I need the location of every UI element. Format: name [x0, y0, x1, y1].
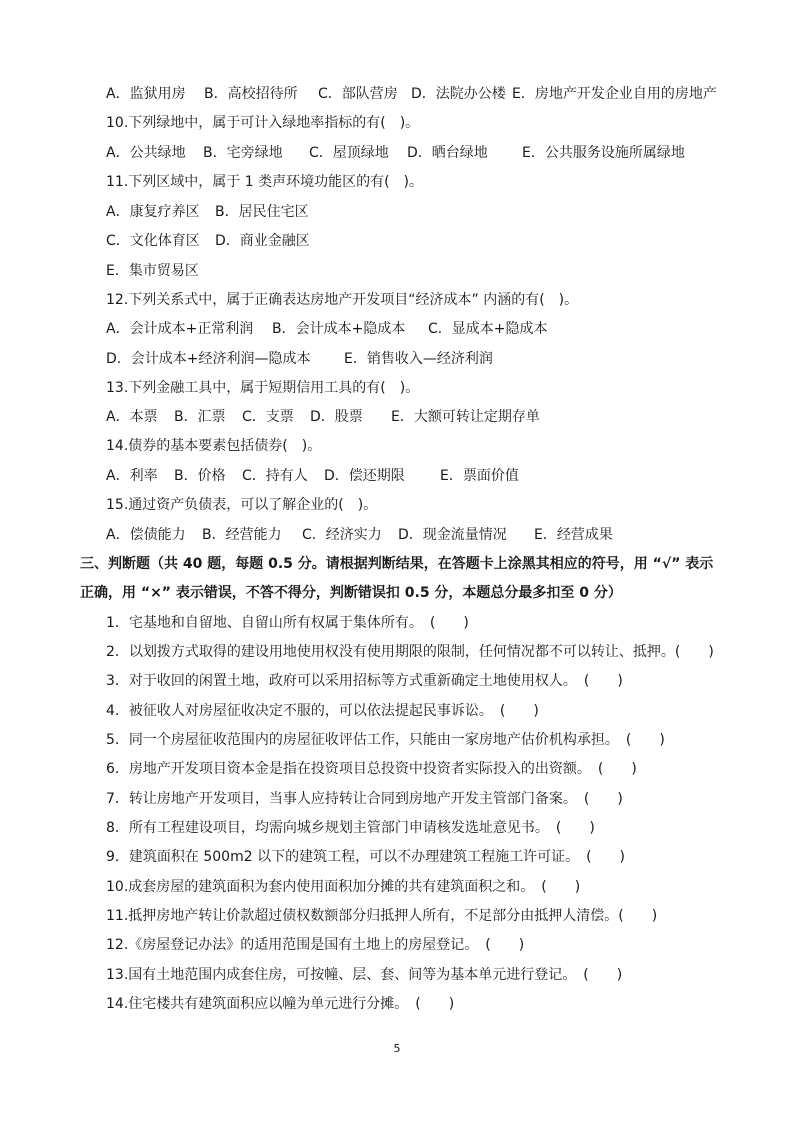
- question-stem: 13.下列金融工具中，属于短期信用工具的有( )。: [106, 380, 420, 396]
- judgment-item: 9．建筑面积在 500m2 以下的建筑工程，可以不办理建筑工程施工许可证。 ( ): [106, 849, 625, 865]
- option-c: C．显成本+隐成本: [428, 321, 548, 337]
- judgment-item: 5．同一个房屋征收范围内的房屋征收评估工作，只能由一家房地产估价机构承担。 ( ): [106, 732, 665, 748]
- page-number: 5: [393, 1042, 401, 1055]
- option-d: D．法院办公楼: [411, 86, 506, 102]
- section-heading-continued: 正确，用 “×” 表示错误，不答不得分，判断错误扣 0.5 分，本题总分最多扣至 0 分）: [80, 585, 622, 601]
- option-b: B．居民住宅区: [215, 204, 309, 220]
- option-a: A．公共绿地: [106, 145, 186, 161]
- question-stem: 12.下列关系式中，属于正确表达房地产开发项目“经济成本” 内涵的有( )。: [106, 292, 579, 308]
- option-b: B．会计成本+隐成本: [272, 321, 406, 337]
- option-d: D．会计成本+经济利润—隐成本: [106, 351, 311, 367]
- question-stem: 10.下列绿地中，属于可计入绿地率指标的有( )。: [106, 115, 420, 131]
- option-c: C．屋顶绿地: [309, 145, 389, 161]
- option-a: A．利率: [106, 468, 158, 484]
- option-d: D．商业金融区: [215, 233, 310, 249]
- option-e: E．集市贸易区: [106, 263, 199, 279]
- judgment-item: 7．转让房地产开发项目，当事人应持转让合同到房地产开发主管部门备案。 ( ): [106, 791, 623, 807]
- option-a: A．本票: [106, 409, 158, 425]
- option-e: E．公共服务设施所属绿地: [522, 145, 685, 161]
- option-b: B．宅旁绿地: [203, 145, 283, 161]
- option-e: E．房地产开发企业自用的房地产: [512, 86, 717, 102]
- option-b: B．价格: [174, 468, 226, 484]
- option-a: A．偿债能力: [106, 527, 186, 543]
- option-e: E．大额可转让定期存单: [391, 409, 540, 425]
- judgment-item: 13.国有土地范围内成套住房，可按幢、层、套、间等为基本单元进行登记。 ( ): [106, 967, 623, 983]
- judgment-item: 11.抵押房地产转让价款超过债权数额部分归抵押人所有，不足部分由抵押人清偿。( ): [106, 908, 658, 924]
- judgment-item: 6．房地产开发项目资本金是指在投资项目总投资中投资者实际投入的出资额。 ( ): [106, 761, 637, 777]
- option-b: B．经营能力: [202, 527, 282, 543]
- judgment-item: 12.《房屋登记办法》的适用范围是国有土地上的房屋登记。 ( ): [106, 937, 525, 953]
- option-c: C．持有人: [242, 468, 308, 484]
- judgment-item: 8．所有工程建设项目，均需向城乡规划主管部门申请核发选址意见书。 ( ): [106, 820, 595, 836]
- judgment-item: 2．以划拨方式取得的建设用地使用权没有使用期限的限制，任何情况都不可以转让、抵押。( ): [106, 644, 714, 660]
- option-e: E．经营成果: [534, 527, 613, 543]
- option-c: C．支票: [242, 409, 294, 425]
- option-b: B．汇票: [174, 409, 226, 425]
- option-c: C．文化体育区: [106, 233, 200, 249]
- judgment-item: 10.成套房屋的建筑面积为套内使用面积加分摊的共有建筑面积之和。 ( ): [106, 879, 581, 895]
- option-a: A．监狱用房: [106, 86, 186, 102]
- judgment-item: 3．对于收回的闲置土地，政府可以采用招标等方式重新确定土地使用权人。 ( ): [106, 673, 623, 689]
- option-e: E．票面价值: [440, 468, 519, 484]
- option-d: D．现金流量情况: [398, 527, 507, 543]
- question-stem: 14.债券的基本要素包括债券( )。: [106, 438, 322, 454]
- option-d: D．股票: [310, 409, 363, 425]
- judgment-item: 1．宅基地和自留地、自留山所有权属于集体所有。 ( ): [106, 615, 469, 631]
- judgment-item: 4．被征收人对房屋征收决定不服的，可以依法提起民事诉讼。 ( ): [106, 703, 539, 719]
- section-heading: 三、判断题（共 40 题，每题 0.5 分。请根据判断结果，在答题卡上涂黑其相应的符号，用 “√” 表示: [80, 556, 714, 572]
- option-d: D．偿还期限: [324, 468, 405, 484]
- judgment-item: 14.住宅楼共有建筑面积应以幢为单元进行分摊。 ( ): [106, 996, 455, 1012]
- option-b: B．高校招待所: [204, 86, 298, 102]
- option-c: C．经济实力: [302, 527, 382, 543]
- option-c: C．部队营房: [318, 86, 398, 102]
- question-stem: 15.通过资产负债表，可以了解企业的( )。: [106, 497, 378, 513]
- option-a: A．会计成本+正常利润: [106, 321, 254, 337]
- question-stem: 11.下列区域中，属于 1 类声环境功能区的有( )。: [106, 174, 423, 190]
- option-e: E．销售收入—经济利润: [344, 351, 493, 367]
- option-d: D．晒台绿地: [407, 145, 488, 161]
- option-a: A．康复疗养区: [106, 204, 200, 220]
